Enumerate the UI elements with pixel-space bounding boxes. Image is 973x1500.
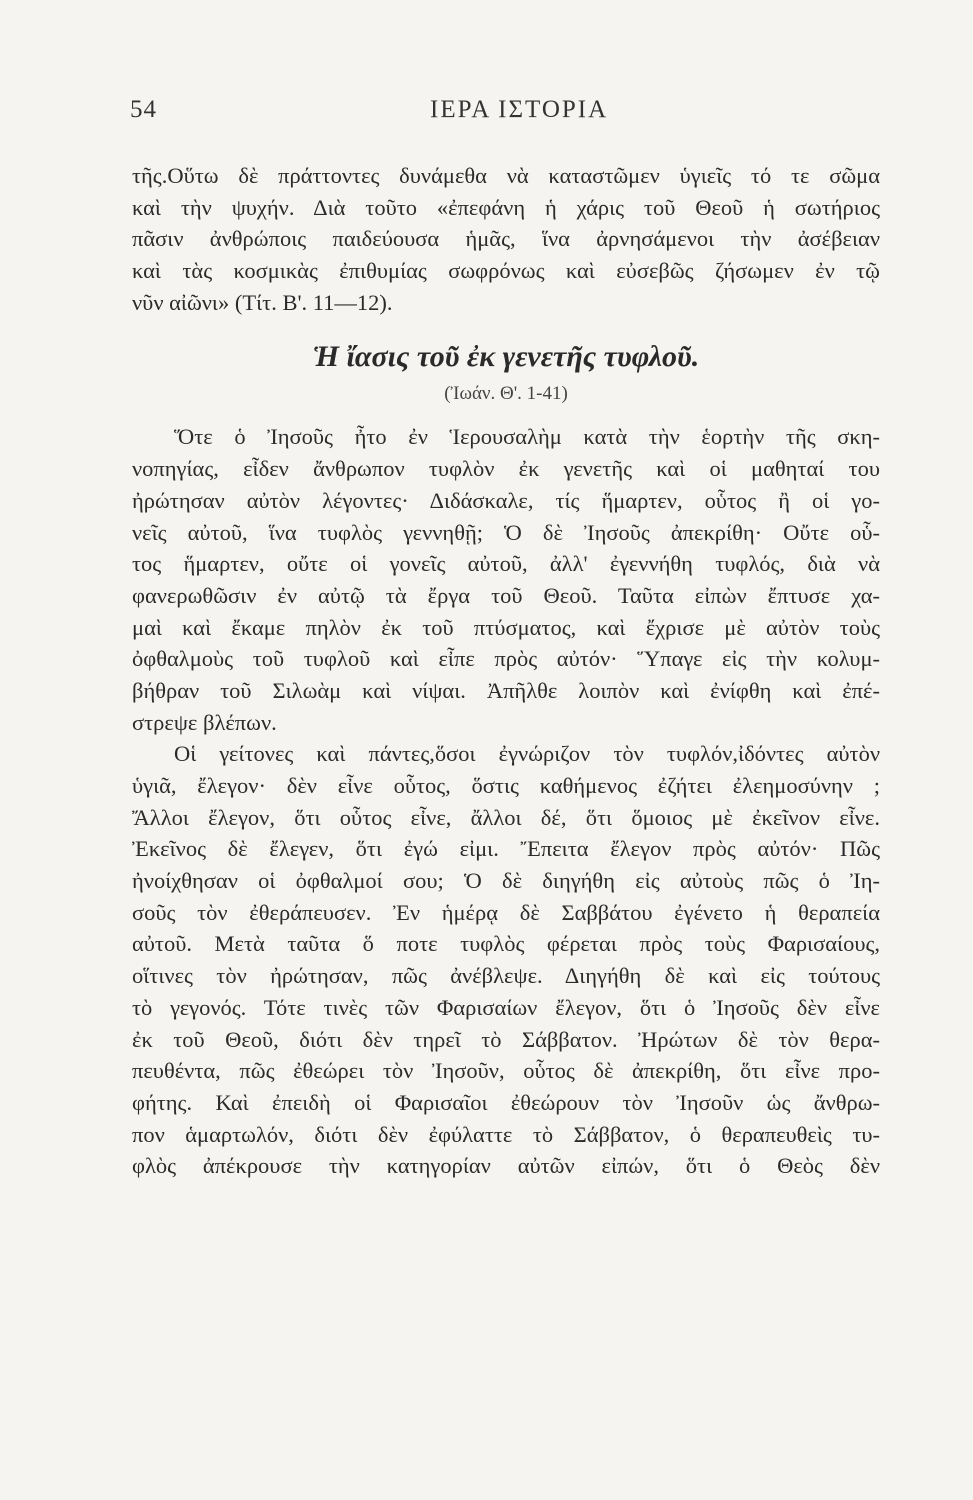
text-line: πᾶσιν ἀνθρώποις παιδεύουσα ἡμᾶς, ἵνα ἀρνησάμενοι τὴν ἀσέβειαν [132, 226, 880, 252]
text-line: σοῦς τὸν ἐθεράπευσεν. Ἐν ἡμέρᾳ δὲ Σαββάτου ἐγένετο ἡ θεραπεία [132, 899, 880, 925]
text-line: μαὶ καὶ ἔκαμε πηλὸν ἐκ τοῦ πτύσματος, καὶ ἔχρισε μὲ αὐτὸν τοὺς [132, 614, 880, 640]
paragraph-neighbors [132, 738, 880, 1182]
text-line: τὸ γεγονός. Τότε τινὲς τῶν Φαρισαίων ἔλεγον, ὅτι ὁ Ἰησοῦς δὲν εἶνε [132, 994, 880, 1020]
text-line: ἐκ τοῦ Θεοῦ, διότι δὲν τηρεῖ τὸ Σάββατον. Ἠρώτων δὲ τὸν θερα- [132, 1026, 880, 1052]
page-body [132, 160, 880, 1182]
section-title: Ἡ ἴασις τοῦ ἐκ γενετῆς τυφλοῦ. [312, 340, 700, 374]
text-line: φανερωθῶσιν ἐν αὐτῷ τὰ ἔργα τοῦ Θεοῦ. Ταῦτα εἰπὼν ἔπτυσε χα- [132, 582, 880, 608]
page-number: 54 [130, 96, 157, 123]
intro-paragraph [132, 160, 880, 318]
text-line: αὐτοῦ. Μετὰ ταῦτα ὅ ποτε τυφλὸς φέρεται πρὸς τοὺς Φαρισαίους, [132, 931, 880, 957]
text-line: φήτης. Καὶ ἐπειδὴ οἱ Φαρισαῖοι ἐθεώρουν τὸν Ἰησοῦν ὡς ἄνθρω- [132, 1089, 880, 1115]
text-line: Ἄλλοι ἔλεγον, ὅτι οὗτος εἶνε, ἄλλοι δέ, ὅτι ὅμοιος μὲ ἐκεῖνον εἶνε. [132, 804, 880, 830]
text-line: ὑγιᾶ, ἔλεγον· δὲν εἶνε οὗτος, ὅστις καθήμενος ἐζήτει ἐλεημοσύνην ; [132, 773, 880, 798]
text-line: καὶ τὴν ψυχήν. Διὰ τοῦτο «ἐπεφάνη ἡ χάρις τοῦ Θεοῦ ἡ σωτήριος [132, 194, 880, 220]
text-line: τος ἥμαρτεν, οὔτε οἱ γονεῖς αὐτοῦ, ἀλλ' ἐγεννήθη τυφλός, διὰ νὰ [132, 551, 880, 577]
paragraph-healing [132, 421, 880, 738]
text-line: νῦν αἰῶνι» (Τίτ. Β'. 11—12). [132, 289, 393, 315]
text-line: Οἱ γείτονες καὶ πάντες,ὅσοι ἐγνώριζον τὸν τυφλόν,ἰδόντες αὐτὸν [174, 741, 880, 767]
text-line: οἵτινες τὸν ἠρώτησαν, πῶς ἀνέβλεψε. Διηγήθη δὲ καὶ εἰς τούτους [132, 963, 880, 989]
text-line: πον ἁμαρτωλόν, διότι δὲν ἐφύλαττε τὸ Σάββατον, ὁ θεραπευθεὶς τυ- [132, 1121, 880, 1147]
text-line: νοπηγίας, εἶδεν ἄνθρωπον τυφλὸν ἐκ γενετῆς καὶ οἱ μαθηταί του [132, 456, 880, 482]
section-heading [132, 337, 880, 411]
text-line: βήθραν τοῦ Σιλωὰμ καὶ νίψαι. Ἀπῆλθε λοιπὸν καὶ ἐνίφθη καὶ ἐπέ- [132, 677, 880, 703]
running-title: ΙΕΡΑ ΙΣΤΟΡΙΑ [430, 96, 609, 123]
text-line: καὶ τὰς κοσμικὰς ἐπιθυμίας σωφρόνως καὶ εὐσεβῶς ζήσωμεν ἐν τῷ [132, 258, 880, 284]
text-line: ἠρώτησαν αὐτὸν λέγοντες· Διδάσκαλε, τίς ἥμαρτεν, οὗτος ἢ οἱ γο- [132, 487, 880, 513]
text-line: Ἐκεῖνος δὲ ἔλεγεν, ὅτι ἐγώ εἰμι. Ἔπειτα ἔλεγον πρὸς αὐτόν· Πῶς [132, 836, 880, 862]
text-line: στρεψε βλέπων. [132, 709, 277, 735]
running-head [130, 96, 880, 130]
text-line: Ὅτε ὁ Ἰησοῦς ἦτο ἐν Ἱερουσαλὴμ κατὰ τὴν ἑορτὴν τῆς σκη- [174, 424, 880, 450]
text-line: νεῖς αὐτοῦ, ἵνα τυφλὸς γεννηθῇ; Ὁ δὲ Ἰησοῦς ἀπεκρίθη· Οὔτε οὗ- [132, 519, 880, 545]
text-line: ὀφθαλμοὺς τοῦ τυφλοῦ καὶ εἶπε πρὸς αὐτόν· Ὕπαγε εἰς τὴν κολυμ- [132, 646, 880, 672]
text-line: τῆς.Οὕτω δὲ πράττοντες δυνάμεθα νὰ καταστῶμεν ὑγιεῖς τό τε σῶμα [132, 163, 880, 188]
text-line: φλὸς ἀπέκρουσε τὴν κατηγορίαν αὐτῶν εἰπών, ὅτι ὁ Θεὸς δὲν [132, 1153, 880, 1179]
text-line: πευθέντα, πῶς ἐθεώρει τὸν Ἰησοῦν, οὗτος δὲ ἀπεκρίθη, ὅτι εἶνε προ- [132, 1058, 880, 1084]
text-line: ἠνοίχθησαν οἱ ὀφθαλμοί σου; Ὁ δὲ διηγήθη εἰς αὐτοὺς πῶς ὁ Ἰη- [132, 868, 880, 894]
scripture-reference: (Ἰωάν. Θ'. 1-41) [444, 383, 568, 405]
